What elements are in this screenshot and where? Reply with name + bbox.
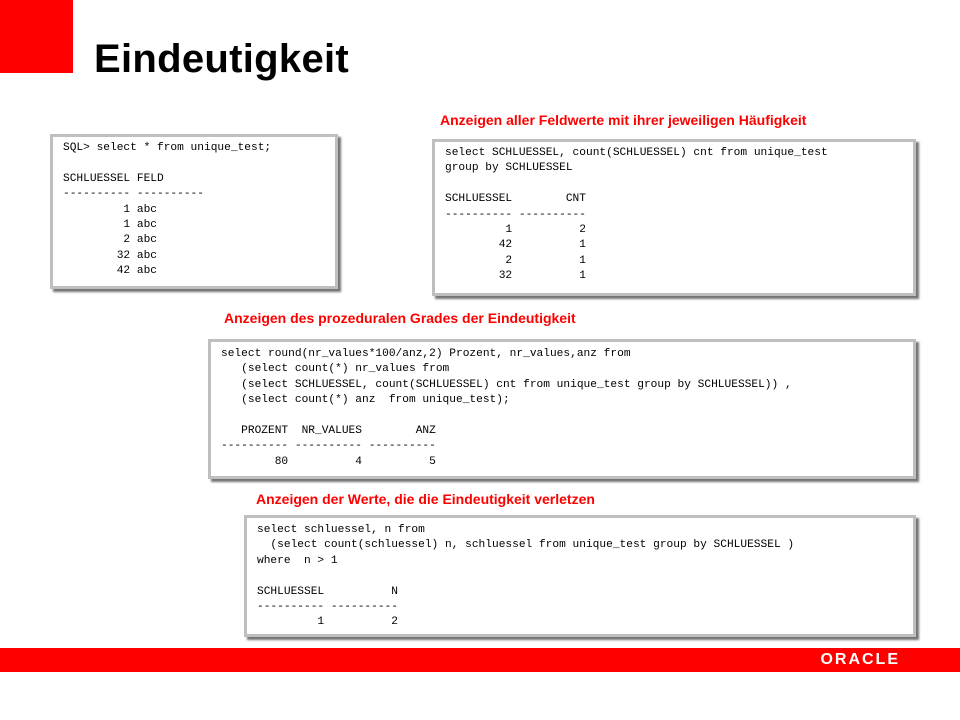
heading-frequency: Anzeigen aller Feldwerte mit ihrer jeweiligen Häufigkeit: [440, 112, 807, 128]
code-violations: select schluessel, n from (select count(schluessel) n, schluessel from unique_test group by SCHLUESSEL ) where n > 1 SCHLUESSEL N ---------- ---------- 1 2: [257, 524, 795, 629]
code-box-select-all: [50, 134, 338, 289]
page-title: Eindeutigkeit: [94, 37, 350, 81]
code-box-frequency: [432, 139, 916, 296]
code-frequency: select SCHLUESSEL, count(SCHLUESSEL) cnt from unique_test group by SCHLUESSEL SCHLUESSEL CNT ---------- ---------- 1 2 42 1 2 1 32 1: [445, 147, 828, 283]
oracle-logo: ORACLE: [820, 651, 900, 668]
red-corner-square: [0, 0, 73, 73]
footer-bar: [0, 648, 960, 672]
code-uniqueness-percent: select round(nr_values*100/anz,2) Prozent, nr_values,anz from (select count(*) nr_values from (select SCHLUESSEL, count(SCHLUESSEL) cnt from unique_test group by SCHLUESSEL)) , (select count(*) anz from unique_test); PROZENT NR_VALUES ANZ ---------- ---------- ---------- 80 4 5: [221, 348, 792, 468]
code-select-all: SQL> select * from unique_test; SCHLUESSEL FELD ---------- ---------- 1 abc 1 abc 2 abc 32 abc 42 abc: [63, 142, 272, 278]
code-box-uniqueness-percent: [208, 339, 916, 479]
code-box-violations: [244, 515, 916, 637]
heading-violations: Anzeigen der Werte, die die Eindeutigkeit verletzen: [256, 491, 595, 507]
heading-uniqueness-percent: Anzeigen des prozeduralen Grades der Eindeutigkeit: [224, 310, 576, 326]
